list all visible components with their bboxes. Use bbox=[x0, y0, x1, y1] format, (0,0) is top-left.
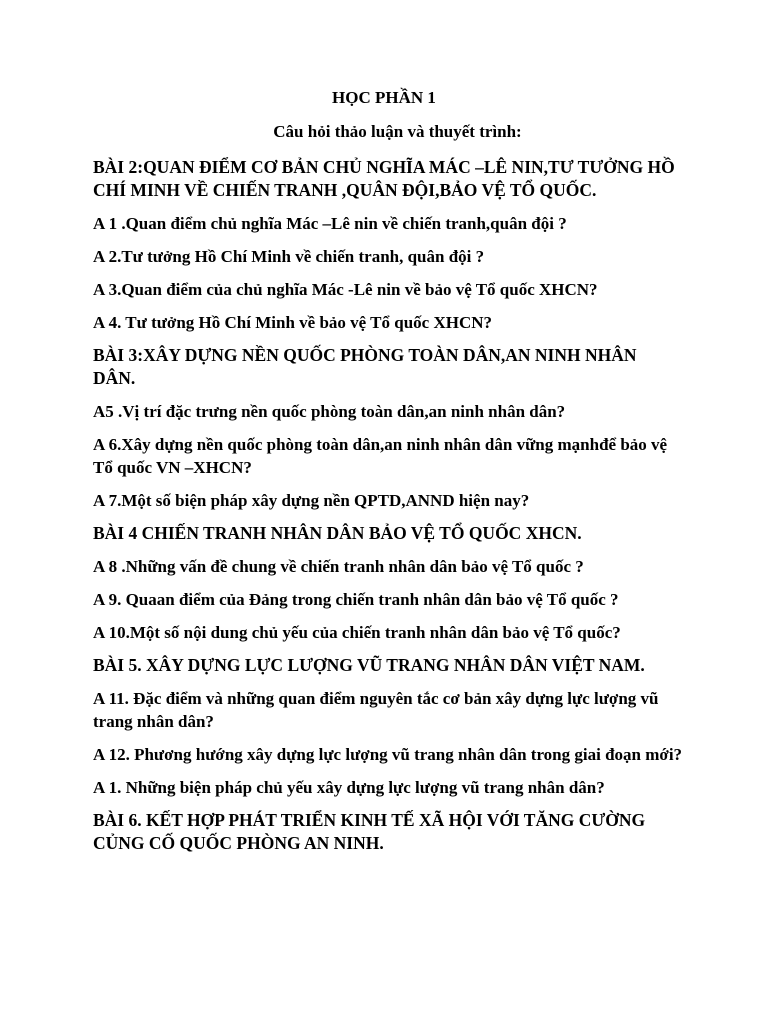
question-item: A5 .Vị trí đặc trưng nền quốc phòng toàn dân,an ninh nhân dân? bbox=[93, 402, 566, 421]
question-item: A 4. Tư tưởng Hồ Chí Minh về bảo vệ Tổ quốc XHCN? bbox=[93, 313, 492, 332]
lesson-heading: BÀI 3:XÂY DỰNG NỀN QUỐC PHÒNG TOÀN DÂN,AN NINH NHÂN DÂN. bbox=[93, 345, 637, 388]
lesson-heading: BÀI 4 CHIẾN TRANH NHÂN DÂN BẢO VỆ TỔ QUỐC XHCN. bbox=[93, 523, 582, 543]
question-item: A 6.Xây dựng nền quốc phòng toàn dân,an ninh nhân dân vững mạnhđể bảo vệ Tổ quốc VN –XHCN? bbox=[93, 435, 668, 477]
question-item: A 7.Một số biện pháp xây dựng nền QPTD,ANND hiện nay? bbox=[93, 491, 530, 510]
question-item: A 11. Đặc điểm và những quan điểm nguyên tắc cơ bản xây dựng lực lượng vũ trang nhân dân? bbox=[93, 689, 659, 731]
question-item: A 2.Tư tưởng Hồ Chí Minh về chiến tranh, quân đội ? bbox=[93, 247, 485, 266]
document-body bbox=[93, 156, 683, 865]
question-item: A 12. Phương hướng xây dựng lực lượng vũ trang nhân dân trong giai đoạn mới? bbox=[93, 745, 683, 764]
question-item: A 1. Những biện pháp chủ yếu xây dựng lực lượng vũ trang nhân dân? bbox=[93, 778, 605, 797]
lesson-heading: BÀI 2:QUAN ĐIỂM CƠ BẢN CHỦ NGHĨA MÁC –LÊ NIN,TƯ TƯỞNG HỒ CHÍ MINH VỀ CHIẾN TRANH ,QUÂN ĐỘI,BẢO VỆ TỔ QUỐC. bbox=[93, 157, 675, 200]
document-title: HỌC PHẦN 1 bbox=[332, 88, 436, 107]
question-item: A 10.Một số nội dung chủ yếu của chiến tranh nhân dân bảo vệ Tổ quốc? bbox=[93, 623, 621, 642]
question-item: A 8 .Những vấn đề chung về chiến tranh nhân dân bảo vệ Tổ quốc ? bbox=[93, 557, 584, 576]
question-item: A 9. Quaan điểm của Đảng trong chiến tranh nhân dân bảo vệ Tổ quốc ? bbox=[93, 590, 619, 609]
question-item: A 3.Quan điểm của chủ nghĩa Mác -Lê nin về bảo vệ Tổ quốc XHCN? bbox=[93, 280, 598, 299]
lesson-heading: BÀI 5. XÂY DỰNG LỰC LƯỢNG VŨ TRANG NHÂN DÂN VIỆT NAM. bbox=[93, 655, 645, 675]
question-item: A 1 .Quan điểm chủ nghĩa Mác –Lê nin về chiến tranh,quân đội ? bbox=[93, 214, 567, 233]
lesson-heading: BÀI 6. KẾT HỢP PHÁT TRIỂN KINH TẾ XÃ HỘI VỚI TĂNG CƯỜNG CỦNG CỐ QUỐC PHÒNG AN NINH. bbox=[93, 810, 646, 853]
document-subtitle: Câu hỏi thảo luận và thuyết trình: bbox=[273, 122, 522, 141]
